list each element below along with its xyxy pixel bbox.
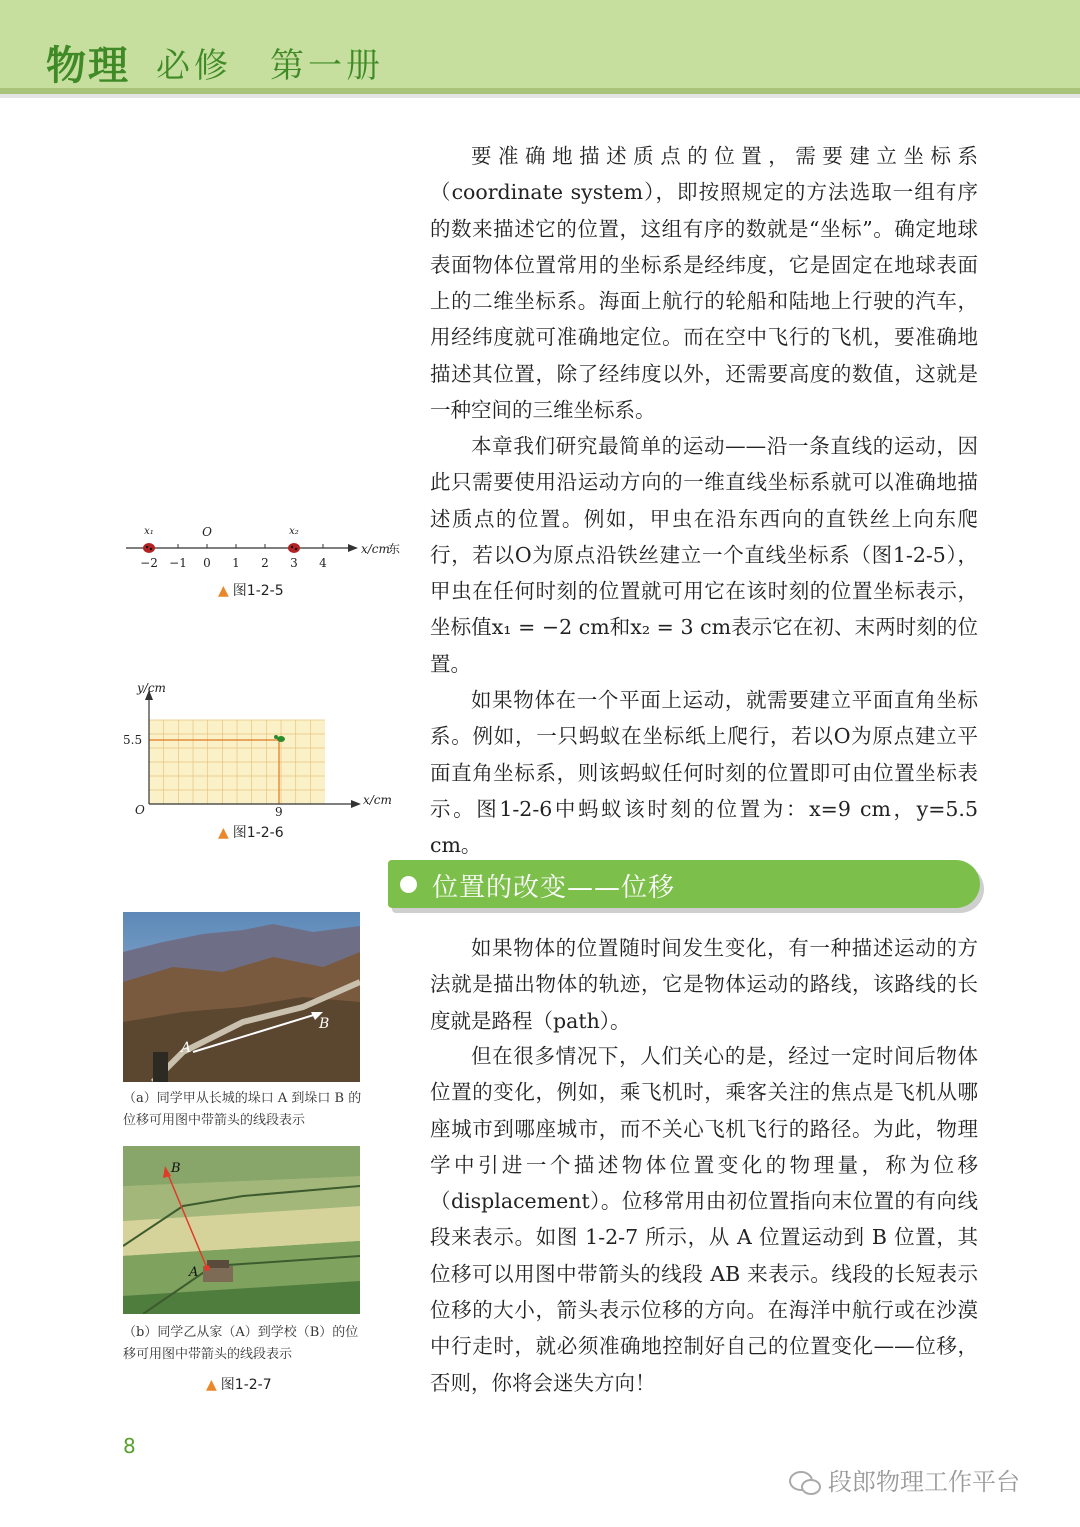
point-a-label: A (181, 1040, 192, 1056)
tick-label: 2 (261, 556, 269, 570)
triangle-icon: ▲ (206, 1377, 217, 1393)
tick-label: 3 (290, 556, 298, 570)
point-b-label: B (171, 1161, 181, 1176)
paragraph-plane-coordinate: 如果物体在一个平面上运动，就需要建立平面直角坐标系。例如，一只蚂蚁在坐标纸上爬行，若以O为原点建立平面直角坐标系，则该蚂蚁任何时刻的位置即可由位置坐标表示。图1-2-6中蚂蚁该时刻的位置为：x=9 cm，y=5.5 cm。 (430, 688, 978, 858)
figure-1-2-7-b-note: （b）同学乙从家（A）到学校（B）的位移可用图中带箭头的线段表示 (123, 1325, 359, 1362)
point-b-label: B (319, 1016, 330, 1032)
header-shadow (0, 94, 1080, 98)
triangle-icon: ▲ (218, 825, 229, 841)
point-label-x1: x₁ (144, 526, 154, 537)
x-tick-label: 9 (275, 805, 283, 818)
point-a-label: A (189, 1265, 199, 1280)
paragraph-coordinate-system: 要准确地描述质点的位置，需要建立坐标系（coordinate system），即按照规定的方法选取一组有序的数来描述它的位置，这组有序的数就是“坐标”。确定地球表面物体位置常用的坐标系是经纬度，它是固定在地球表面上的二维坐标系。海面上航行的轮船和陆地上行驶的汽车，用经纬度就可准确地定位。而在空中飞行的飞机，要准确地描述其位置，除了经纬度以外，还需要高度的数值，这就是一种空间的三维坐标系。 (430, 144, 978, 423)
beetle-icon (143, 543, 155, 553)
tick-label: 0 (203, 556, 211, 570)
origin-label: O (135, 803, 145, 817)
figure-1-2-7-caption: ▲ 图1-2-7 (206, 1377, 272, 1393)
farmland-photo (123, 1146, 360, 1314)
arrow-head-icon (351, 800, 361, 808)
section-heading (388, 860, 980, 908)
book-subtitle: 必修 第一册 (156, 46, 384, 86)
tick-label: −2 (140, 556, 158, 570)
paragraph-displacement: 但在很多情况下，人们关心的是，经过一定时间后物体位置的变化，例如，乘飞机时，乘客关注的焦点是飞机从哪座城市到哪座城市，而不关心飞机飞行的路径。为此，物理学中引进一个描述物体位置变化的物理量，称为位移（displacement）。位移常用由初位置指向末位置的有向线段来表示。如图 1-2-7 所示，从 A 位置运动到 B 位置，其位移可以用图中带箭头的线段 AB 来表示。线段的长短表示位移的大小，箭头表示位移的方向。在海洋中航行或在沙漠中行走时，就必须准确地控制好自己的位置变化——位移，否则，你将会迷失方向！ (430, 1044, 978, 1395)
section-bullet-icon (400, 876, 417, 893)
beetle-icon (288, 543, 300, 553)
figure-1-2-5-caption: ▲ 图1-2-5 (218, 583, 284, 599)
y-tick-label: 5.5 (123, 733, 143, 747)
axis-label: x/cm (361, 542, 390, 556)
paragraph-one-dimension: 本章我们研究最简单的运动——沿一条直线的运动，因此只需要使用沿运动方向的一维直线坐标系就可以准确地描述质点的位置。例如，甲虫在沿东西向的直铁丝上向东爬行，若以O为原点沿铁丝建立一个直线坐标系（图1-2-5），甲虫在任何时刻的位置就可用它在该时刻的位置坐标表示，坐标值x₁ = −2 cm和x₂ = 3 cm表示它在初、末两时刻的位置。 (430, 434, 978, 676)
figure-1-2-5 (120, 520, 410, 580)
wechat-icon (788, 1469, 822, 1497)
triangle-icon: ▲ (218, 583, 229, 599)
tick-label: −1 (169, 556, 187, 570)
figure-1-2-7-a-note: （a）同学甲从长城的垛口 A 到垛口 B 的位移可用图中带箭头的线段表示 (123, 1091, 362, 1128)
page-number: 8 (123, 1434, 136, 1458)
arrow-head-icon (348, 544, 358, 552)
figure-1-2-6 (115, 676, 405, 818)
section-title: 位置的改变——位移 (432, 873, 676, 903)
x-axis-label: x/cm (363, 793, 392, 807)
direction-label: 东 (388, 542, 401, 556)
watermark-text: 段郎物理工作平台 (828, 1468, 1020, 1496)
paragraph-trajectory: 如果物体的位置随时间发生变化，有一种描述运动的方法就是描出物体的轨迹，它是物体运动的路线，该路线的长度就是路程（path）。 (430, 936, 978, 1033)
watermark (788, 1462, 1020, 1497)
origin-label: O (202, 525, 212, 539)
tick-label: 4 (319, 556, 327, 570)
y-axis-label: y/cm (137, 681, 166, 695)
great-wall-photo (123, 912, 360, 1082)
book-header (0, 0, 1080, 94)
book-title: 物理 (46, 43, 130, 89)
tick-label: 1 (232, 556, 240, 570)
point-label-x2: x₂ (289, 526, 299, 537)
figure-1-2-6-caption: ▲ 图1-2-6 (218, 825, 284, 841)
